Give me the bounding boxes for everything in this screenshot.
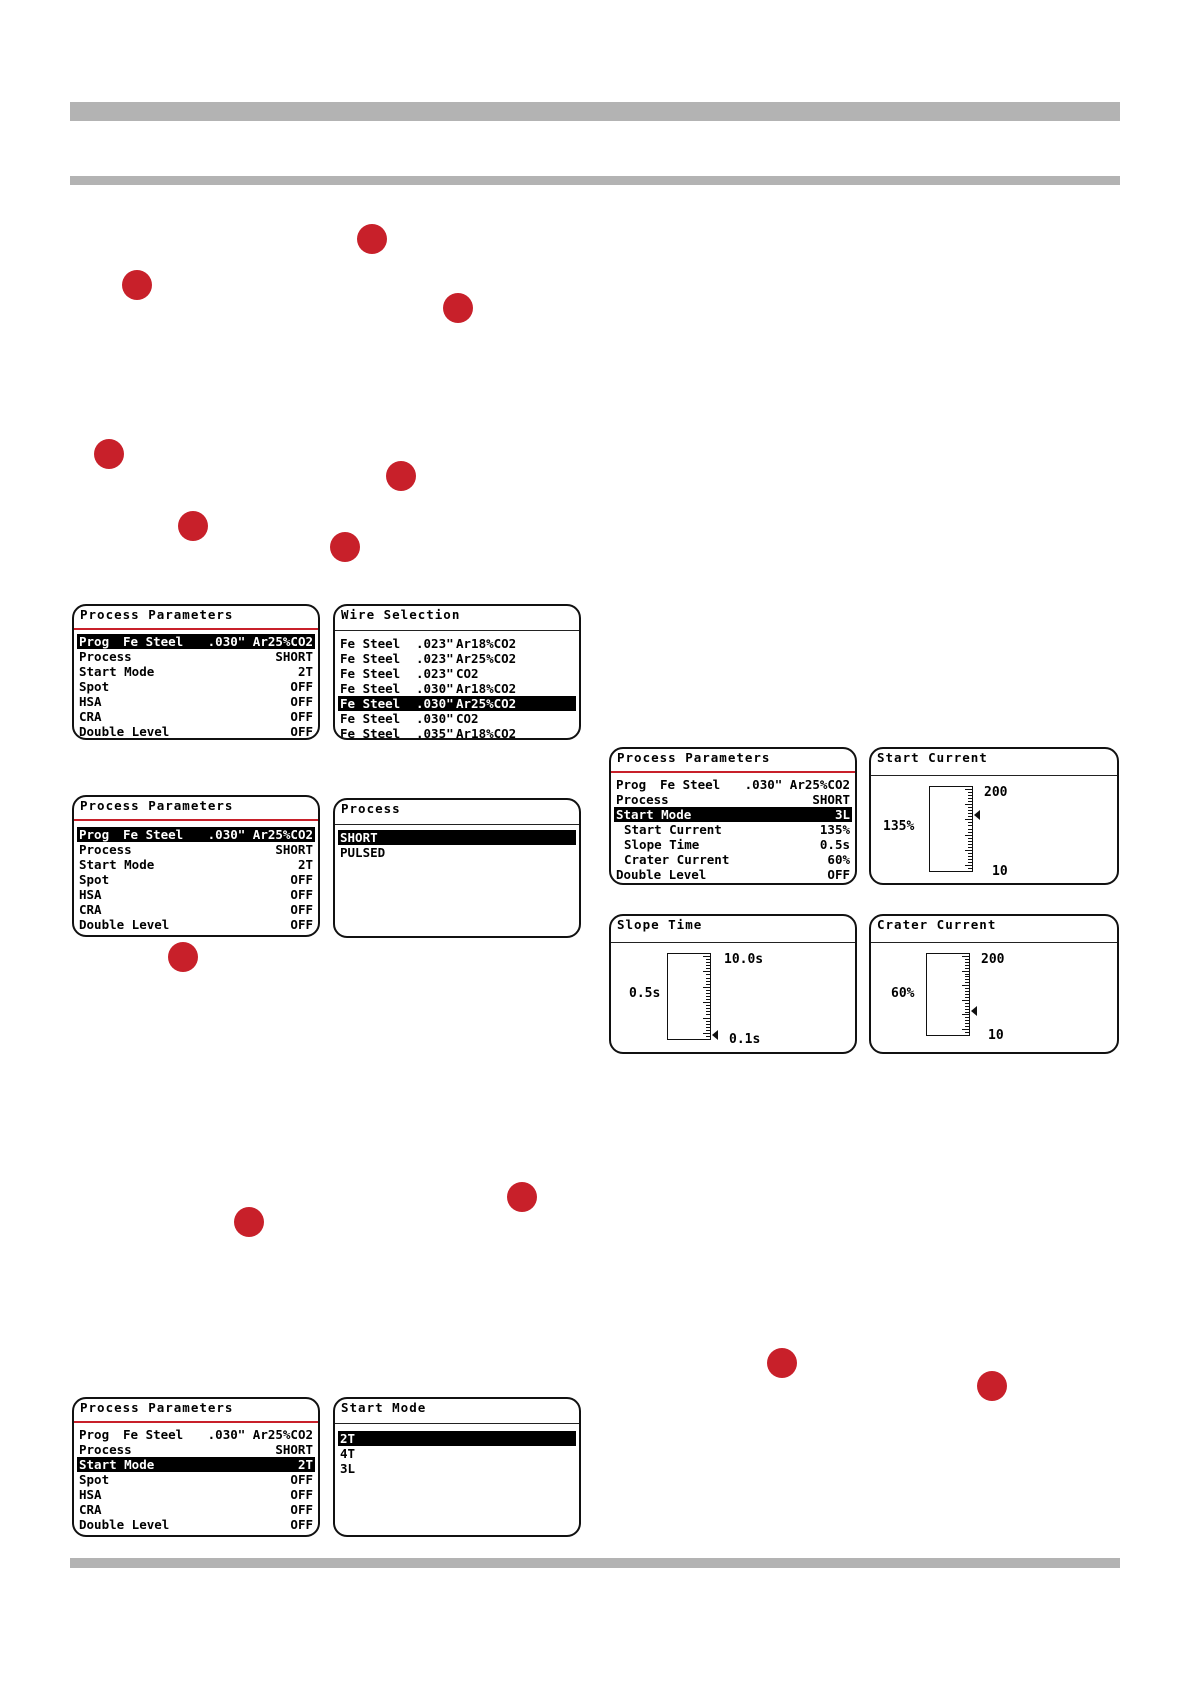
gauge-tick (703, 956, 710, 957)
gauge-tick (703, 1002, 710, 1003)
gauge-tick (968, 807, 972, 808)
title-divider (335, 630, 579, 631)
gauge-tick (965, 804, 972, 805)
gauge-tick (965, 1009, 969, 1010)
gauge-tick (968, 810, 972, 811)
gauge-tick (968, 862, 972, 863)
gauge-tick (706, 1036, 710, 1037)
gauge-tick (965, 979, 969, 980)
gauge-tick (706, 974, 710, 975)
gauge-tick (968, 825, 972, 826)
screen-title: Crater Current (877, 917, 997, 932)
wire-option[interactable]: Fe Steel .035" Ar18%CO2 (340, 726, 517, 740)
wire-option[interactable]: Fe Steel .023" Ar25%CO2 (340, 651, 517, 666)
gauge-tick (703, 1018, 710, 1019)
gauge-tick (962, 1029, 969, 1030)
gauge-tick (965, 850, 972, 851)
title-divider (611, 942, 855, 943)
title-divider (335, 1423, 579, 1424)
gauge-tick (706, 999, 710, 1000)
gauge-tick (968, 822, 972, 823)
gauge-marker (974, 810, 980, 820)
menu-row-prog[interactable]: Prog Fe Steel .030" Ar25%CO2 (79, 1427, 313, 1442)
callout-dot (234, 1207, 264, 1237)
gauge-tick (965, 991, 969, 992)
screen-title: Process Parameters (617, 750, 771, 765)
gauge-tick (968, 859, 972, 860)
gauge-tick (706, 1014, 710, 1015)
gauge-min-label: 10 (992, 864, 1008, 879)
gauge-tick (706, 1011, 710, 1012)
callout-dot (178, 511, 208, 541)
screen-title: Start Mode (341, 1400, 427, 1415)
menu-row-prog[interactable]: Prog Fe Steel .030" Ar25%CO2 (616, 777, 850, 792)
wire-option[interactable]: Fe Steel .030" Ar18%CO2 (340, 681, 517, 696)
callout-dot (357, 224, 387, 254)
gauge-tick (706, 965, 710, 966)
gauge-tick (968, 792, 972, 793)
gauge-marker (971, 1006, 977, 1016)
gauge-tick (706, 993, 710, 994)
gauge-tick (968, 838, 972, 839)
menu-row-cra[interactable]: CRA OFF (79, 709, 313, 724)
gauge-tick (968, 841, 972, 842)
start-mode-option[interactable]: 4T (340, 1446, 356, 1461)
menu-row-spot[interactable]: Spot OFF (79, 872, 313, 887)
wire-option[interactable]: Fe Steel .023" Ar18%CO2 (340, 636, 517, 651)
start-mode-option[interactable]: 3L (340, 1461, 356, 1476)
callout-dot (386, 461, 416, 491)
menu-row-spot[interactable]: Spot OFF (79, 1472, 313, 1487)
gauge-marker (712, 1030, 718, 1040)
screen-title: Slope Time (617, 917, 703, 932)
gauge-tick (965, 819, 972, 820)
gauge-tick (968, 847, 972, 848)
gauge-tick (706, 984, 710, 985)
title-divider (335, 824, 579, 825)
gauge-tick (968, 856, 972, 857)
gauge-tick (706, 1030, 710, 1031)
start-mode-option-selected[interactable]: 2T (338, 1431, 576, 1446)
gauge-tick (968, 813, 972, 814)
gauge-tick (965, 1020, 969, 1021)
menu-row-double-level[interactable]: Double Level OFF (79, 1517, 313, 1532)
menu-row-start-mode[interactable]: Start Mode 2T (79, 664, 313, 679)
gauge-tick (968, 801, 972, 802)
screen-title: Process Parameters (80, 798, 234, 813)
gauge-tick (703, 1033, 710, 1034)
gauge-tick (965, 1026, 969, 1027)
callout-dot (330, 532, 360, 562)
gauge-min-label: 0.1s (729, 1032, 761, 1047)
title-divider (74, 1421, 318, 1423)
gauge-tick (965, 968, 969, 969)
gauge-scale (926, 953, 970, 1036)
callout-dot (122, 270, 152, 300)
menu-row-double-level[interactable]: Double Level OFF (79, 917, 313, 932)
gauge-tick (706, 1008, 710, 1009)
gauge-tick (968, 868, 972, 869)
gauge-tick (706, 962, 710, 963)
menu-row-process[interactable]: Process SHORT (79, 1442, 313, 1457)
screen-start-mode-menu (333, 1397, 581, 1537)
screen-process-parameters-process (72, 795, 320, 937)
screen-title: Process Parameters (80, 1400, 234, 1415)
gauge-tick (965, 865, 972, 866)
screen-title: Process Parameters (80, 607, 234, 622)
gauge-tick (965, 835, 972, 836)
menu-row-double-level[interactable]: Double Level OFF (616, 867, 850, 882)
wire-option[interactable]: Fe Steel .023" CO2 (340, 666, 479, 681)
screen-crater-current (869, 914, 1119, 1054)
gauge-tick (962, 985, 969, 986)
screen-wire-selection (333, 604, 581, 740)
process-option[interactable]: PULSED (340, 845, 386, 860)
gauge-tick (968, 795, 972, 796)
gauge-tick (706, 990, 710, 991)
menu-row-hsa[interactable]: HSA OFF (79, 694, 313, 709)
title-divider (871, 942, 1117, 943)
menu-row-crater-current[interactable]: Crater Current 60% (624, 852, 850, 867)
gauge-tick (962, 956, 969, 957)
callout-dot (443, 293, 473, 323)
gauge-tick (962, 971, 969, 972)
screen-process-menu (333, 798, 581, 938)
callout-dot (94, 439, 124, 469)
gauge-value-label: 60% (891, 986, 915, 1001)
gauge-tick (703, 971, 710, 972)
gauge-tick (968, 853, 972, 854)
gauge-tick (706, 968, 710, 969)
menu-row-hsa[interactable]: HSA OFF (79, 887, 313, 902)
screen-process-parameters-prog (72, 604, 320, 740)
callout-dot (977, 1371, 1007, 1401)
gauge-tick (965, 994, 969, 995)
gauge-tick (965, 1023, 969, 1024)
gauge-tick (706, 1024, 710, 1025)
gauge-tick (706, 978, 710, 979)
callout-dot (168, 942, 198, 972)
menu-row-process[interactable]: Process SHORT (79, 649, 313, 664)
gauge-max-label: 200 (984, 785, 1008, 800)
menu-row-process[interactable]: Process SHORT (616, 792, 850, 807)
menu-row-slope-time[interactable]: Slope Time 0.5s (624, 837, 850, 852)
gauge-scale (929, 786, 973, 872)
gauge-tick (965, 976, 969, 977)
title-divider (611, 771, 855, 773)
screen-start-current (869, 747, 1119, 885)
gauge-value-label: 0.5s (629, 986, 661, 1001)
menu-row-spot[interactable]: Spot OFF (79, 679, 313, 694)
gauge-tick (965, 789, 972, 790)
callout-dot (507, 1182, 537, 1212)
gauge-tick (965, 1017, 969, 1018)
gauge-tick (965, 997, 969, 998)
gauge-tick (965, 962, 969, 963)
gauge-tick (965, 965, 969, 966)
screen-process-parameters-start-mode (72, 1397, 320, 1537)
wire-option-selected[interactable]: Fe Steel .030" Ar25%CO2 (338, 696, 576, 711)
menu-row-start-mode[interactable]: Start Mode 3L (616, 807, 850, 822)
gauge-tick (706, 1005, 710, 1006)
menu-row-cra[interactable]: CRA OFF (79, 902, 313, 917)
gauge-tick (968, 798, 972, 799)
gauge-tick (965, 959, 969, 960)
gauge-max-label: 200 (981, 952, 1005, 967)
header-rule-top (70, 102, 1120, 121)
screen-title: Wire Selection (341, 607, 461, 622)
gauge-scale (667, 953, 711, 1040)
title-divider (74, 628, 318, 630)
footer-rule (70, 1558, 1120, 1568)
menu-row-double-level[interactable]: Double Level OFF (79, 724, 313, 739)
gauge-max-label: 10.0s (724, 952, 764, 967)
gauge-tick (706, 1027, 710, 1028)
menu-row-hsa[interactable]: HSA OFF (79, 1487, 313, 1502)
gauge-tick (965, 1003, 969, 1004)
process-option-selected[interactable]: SHORT (338, 830, 576, 845)
menu-row-start-mode[interactable]: Start Mode 2T (79, 1457, 313, 1472)
screen-process-parameters-3l (609, 747, 857, 885)
gauge-tick (706, 996, 710, 997)
menu-row-prog[interactable]: Prog Fe Steel .030" Ar25%CO2 (79, 827, 313, 842)
title-divider (871, 775, 1117, 776)
gauge-tick (968, 829, 972, 830)
gauge-tick (968, 832, 972, 833)
callout-dot (767, 1348, 797, 1378)
screen-slope-time (609, 914, 857, 1054)
screen-title: Start Current (877, 750, 988, 765)
gauge-tick (706, 1021, 710, 1022)
gauge-tick (965, 974, 969, 975)
header-rule-bottom (70, 176, 1120, 185)
gauge-tick (965, 1012, 969, 1013)
gauge-tick (965, 988, 969, 989)
menu-row-cra[interactable]: CRA OFF (79, 1502, 313, 1517)
gauge-value-label: 135% (883, 819, 915, 834)
menu-row-prog[interactable]: Prog Fe Steel .030" Ar25%CO2 (79, 634, 313, 649)
gauge-min-label: 10 (988, 1028, 1004, 1043)
gauge-tick (968, 816, 972, 817)
gauge-tick (703, 987, 710, 988)
gauge-tick (965, 982, 969, 983)
gauge-tick (965, 1032, 969, 1033)
gauge-tick (962, 1014, 969, 1015)
menu-row-process[interactable]: Process SHORT (79, 842, 313, 857)
screen-title: Process (341, 801, 401, 816)
title-divider (74, 819, 318, 821)
gauge-tick (962, 1000, 969, 1001)
gauge-tick (968, 844, 972, 845)
menu-row-start-current[interactable]: Start Current 135% (624, 822, 850, 837)
gauge-tick (706, 959, 710, 960)
gauge-tick (965, 1006, 969, 1007)
wire-option[interactable]: Fe Steel .030" CO2 (340, 711, 479, 726)
gauge-tick (706, 981, 710, 982)
menu-row-start-mode[interactable]: Start Mode 2T (79, 857, 313, 872)
